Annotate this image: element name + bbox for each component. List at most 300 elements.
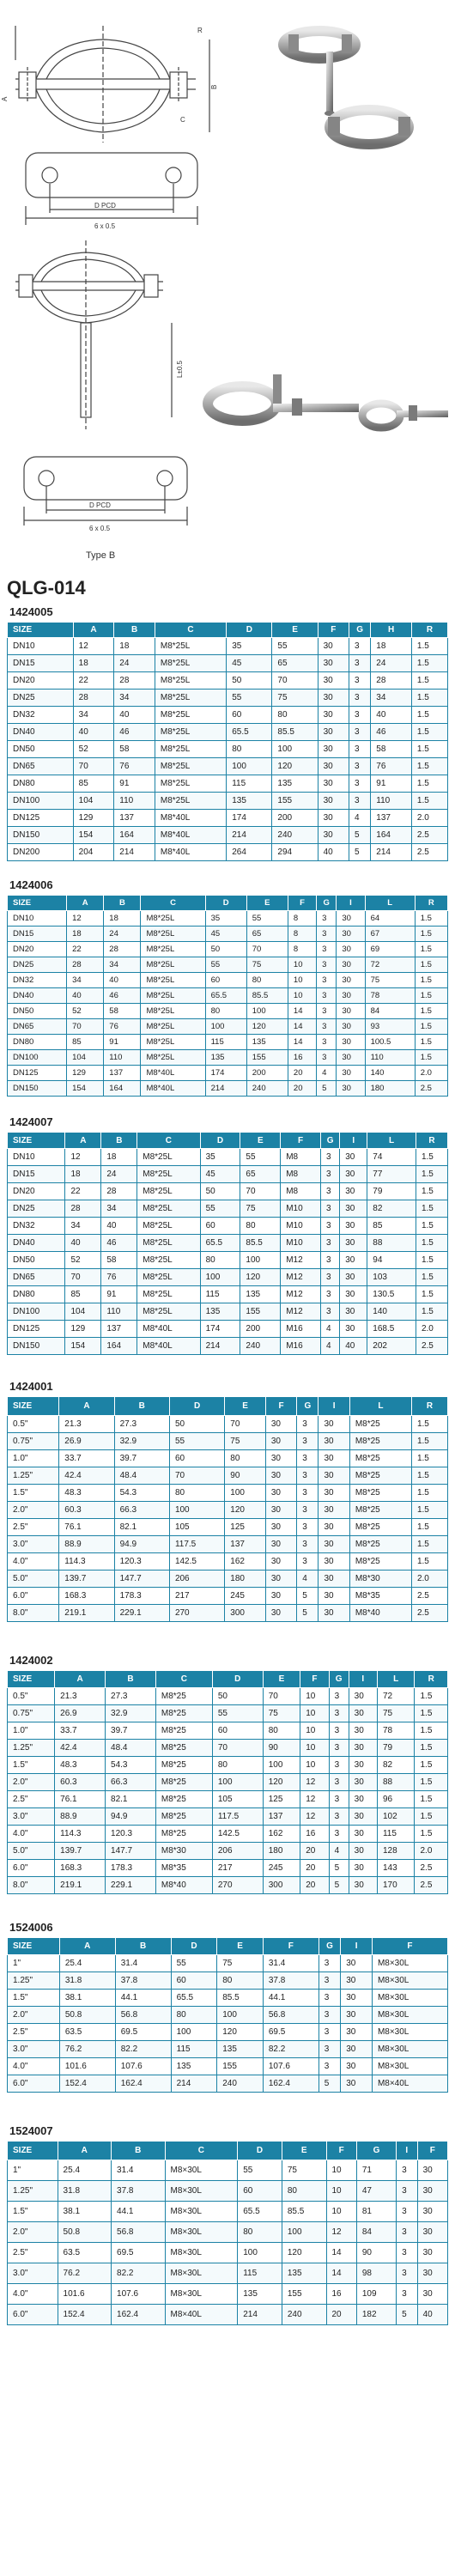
table-cell: 85.5	[246, 988, 288, 1004]
table-cell: DN50	[8, 741, 74, 758]
table-cell: 3	[317, 1035, 337, 1050]
table-cell: 37.8	[112, 2181, 165, 2202]
table-cell: DN50	[8, 1004, 67, 1019]
table-cell: M8*25L	[141, 988, 205, 1004]
table-cell: 137	[104, 1066, 141, 1081]
table-cell: 110	[101, 1303, 137, 1321]
table-cell: 14	[326, 2263, 356, 2284]
table-cell: M8×30L	[372, 1990, 447, 2007]
table-cell: M8×30L	[372, 2058, 447, 2075]
table-cell: 45	[205, 927, 246, 942]
table-cell: DN25	[8, 1200, 65, 1218]
table-cell: 3	[317, 1004, 337, 1019]
table-cell: 80	[282, 2181, 326, 2202]
table-cell: 76.1	[59, 1519, 114, 1536]
table-cell: 100	[272, 741, 318, 758]
table-cell: 30	[349, 1826, 377, 1843]
table-cell: 1.5	[415, 942, 447, 957]
table-cell: 40	[318, 844, 349, 861]
table-cell: 5	[317, 1081, 337, 1097]
table-cell: 5	[297, 1605, 318, 1622]
table-cell: 139.7	[59, 1571, 114, 1588]
table-cell: 140	[365, 1066, 415, 1081]
table-cell: 1.5	[411, 655, 447, 672]
table-cell: 30	[337, 1004, 365, 1019]
table-row	[8, 1791, 448, 1808]
table-cell: 24	[371, 655, 412, 672]
table-row	[8, 707, 448, 724]
table-cell: 20	[288, 1081, 316, 1097]
column-header: SIZE	[8, 1671, 55, 1688]
table-cell: 30	[349, 1722, 377, 1740]
table-cell: 45	[200, 1166, 240, 1183]
table-cell: M8×30L	[372, 2024, 447, 2041]
column-header: F	[318, 623, 349, 638]
table-cell: 100	[282, 2222, 326, 2243]
table-cell: 1"	[8, 2160, 58, 2181]
table-cell: 1.5	[411, 1467, 447, 1485]
table-cell: 229.1	[106, 1877, 156, 1894]
table-cell: M12	[281, 1269, 321, 1286]
table-cell: 2.5	[411, 844, 447, 861]
table-cell: 30	[265, 1433, 296, 1450]
table-cell: DN20	[8, 942, 67, 957]
table-cell: 214	[114, 844, 155, 861]
table-row	[8, 810, 448, 827]
table-cell: 80	[225, 1450, 266, 1467]
table-cell: 12	[73, 638, 114, 655]
part-code: 1424005	[9, 605, 53, 618]
table-cell: 128	[377, 1843, 415, 1860]
table-cell: 26.9	[59, 1433, 114, 1450]
table-cell: 3	[349, 724, 371, 741]
table-cell: 46	[371, 724, 412, 741]
type-b-photo-right	[362, 404, 448, 428]
table-cell: 5	[349, 844, 371, 861]
table-cell: 30	[337, 927, 365, 942]
table-cell: 125	[225, 1519, 266, 1536]
table-cell: 60.3	[59, 1502, 114, 1519]
table-cell: M10	[281, 1218, 321, 1235]
table-cell: M8	[281, 1149, 321, 1166]
table-cell: 4.0"	[8, 2284, 58, 2305]
table-cell: M8*30	[349, 1571, 411, 1588]
table-cell: M8*25L	[141, 973, 205, 988]
table-cell: 10	[300, 1740, 329, 1757]
table-cell: 1.5	[415, 1757, 448, 1774]
table-cell: 3	[317, 927, 337, 942]
table-cell: 77	[367, 1166, 416, 1183]
table-cell: 48.4	[106, 1740, 156, 1757]
table-cell: DN65	[8, 758, 74, 775]
table-header-row	[8, 1938, 448, 1955]
table-cell: 30	[341, 2075, 373, 2093]
table-cell: 174	[205, 1066, 246, 1081]
table-cell: 84	[356, 2222, 396, 2243]
table-cell: 37.8	[263, 1972, 318, 1990]
table-cell: 98	[356, 2263, 396, 2284]
table-cell: 3	[329, 1826, 349, 1843]
table-cell: 82.1	[114, 1519, 169, 1536]
table-cell: 162.4	[263, 2075, 318, 2093]
table-cell: M8×30L	[165, 2263, 238, 2284]
table-cell: 100	[169, 1502, 224, 1519]
table-cell: DN65	[8, 1019, 67, 1035]
table-cell: 37.8	[115, 1972, 171, 1990]
table-row	[8, 1433, 448, 1450]
table-cell: 3.0"	[8, 1536, 59, 1553]
table-row	[8, 1972, 448, 1990]
table-cell: 100	[227, 758, 272, 775]
table-cell: 3	[349, 775, 371, 793]
table-cell: 2.5	[411, 827, 447, 844]
table-cell: 30	[265, 1502, 296, 1519]
table-cell: 30	[417, 2222, 447, 2243]
column-header: R	[415, 1671, 448, 1688]
table-cell: 30	[318, 827, 349, 844]
table-cell: 30	[337, 942, 365, 957]
table-cell: 75	[225, 1433, 266, 1450]
table-cell: 3	[329, 1705, 349, 1722]
table-cell: 55	[272, 638, 318, 655]
table-cell: 168.3	[55, 1860, 106, 1877]
table-cell: 135	[217, 2041, 264, 2058]
table-cell: 120	[272, 758, 318, 775]
table-cell: 90	[356, 2243, 396, 2263]
table-cell: M8*25	[155, 1688, 212, 1705]
table-cell: 75	[365, 973, 415, 988]
table-cell: 202	[367, 1338, 416, 1355]
column-header: F	[265, 1397, 296, 1416]
table-cell: 3	[317, 1019, 337, 1035]
table-row	[8, 2041, 448, 2058]
table-cell: 129	[67, 1066, 104, 1081]
table-cell: 154	[73, 827, 114, 844]
table-cell: 30	[340, 1218, 367, 1235]
table-cell: 2.5	[411, 1588, 447, 1605]
spec-table	[7, 1670, 448, 1894]
table-cell: M8*25L	[141, 911, 205, 927]
table-header-row	[8, 896, 448, 911]
table-cell: 18	[65, 1166, 101, 1183]
table-cell: 67	[365, 927, 415, 942]
table-cell: M8*25L	[155, 775, 226, 793]
table-cell: 168.3	[59, 1588, 114, 1605]
table-cell: 16	[326, 2284, 356, 2305]
table-cell: 3	[318, 1972, 340, 1990]
table-cell: 162.4	[115, 2075, 171, 2093]
table-cell: M8*40L	[155, 810, 226, 827]
table-cell: 50	[200, 1183, 240, 1200]
spec-table	[7, 1132, 448, 1355]
table-cell: 85	[367, 1218, 416, 1235]
table-cell: M8*25L	[137, 1166, 200, 1183]
table-cell: 27.3	[114, 1416, 169, 1433]
table-cell: 30	[318, 1450, 349, 1467]
table-cell: 107.6	[112, 2284, 165, 2305]
table-cell: 155	[272, 793, 318, 810]
column-header: H	[371, 623, 412, 638]
table-row	[8, 2160, 448, 2181]
table-cell: 82	[377, 1757, 415, 1774]
table-cell: DN100	[8, 1303, 65, 1321]
table-cell: 178.3	[106, 1860, 156, 1877]
table-cell: 1.5	[411, 1519, 447, 1536]
table-cell: 1.5	[415, 1791, 448, 1808]
table-cell: 200	[240, 1321, 281, 1338]
table-cell: 50	[227, 672, 272, 690]
table-cell: 2.0"	[8, 2007, 60, 2024]
table-cell: 30	[340, 1286, 367, 1303]
table-cell: 3	[321, 1235, 340, 1252]
table-cell: 80	[217, 1972, 264, 1990]
table-cell: 142.5	[169, 1553, 224, 1571]
table-cell: M8*25	[349, 1467, 411, 1485]
column-header: G	[356, 2142, 396, 2160]
table-cell: 110	[371, 793, 412, 810]
table-cell: 120	[217, 2024, 264, 2041]
table-cell: 3	[317, 1050, 337, 1066]
table-row	[8, 1588, 448, 1605]
table-cell: 35	[200, 1149, 240, 1166]
table-cell: 40	[73, 724, 114, 741]
table-cell: 30	[341, 2058, 373, 2075]
table-cell: 31.8	[59, 1972, 115, 1990]
table-cell: 300	[225, 1605, 266, 1622]
table-cell: 1.5	[415, 1722, 448, 1740]
column-header: E	[246, 896, 288, 911]
table-cell: 30	[337, 957, 365, 973]
table-cell: 46	[101, 1235, 137, 1252]
table-cell: 12	[300, 1774, 329, 1791]
column-header: G	[349, 623, 371, 638]
table-cell: 18	[104, 911, 141, 927]
table-cell: 10	[288, 988, 316, 1004]
table-cell: 69.5	[115, 2024, 171, 2041]
table-cell: 30	[265, 1450, 296, 1467]
table-cell: M8*40L	[155, 844, 226, 861]
table-cell: 71	[356, 2160, 396, 2181]
column-header: B	[112, 2142, 165, 2160]
table-cell: 115	[238, 2263, 282, 2284]
table-cell: 91	[104, 1035, 141, 1050]
table-cell: 76	[114, 758, 155, 775]
table-row	[8, 1955, 448, 1972]
table-cell: 30	[340, 1149, 367, 1166]
table-cell: 6.0"	[8, 2305, 58, 2325]
table-cell: 103	[367, 1269, 416, 1286]
column-header: B	[101, 1133, 137, 1149]
table-cell: 40	[417, 2305, 447, 2325]
table-cell: 82.2	[263, 2041, 318, 2058]
table-cell: 32.9	[106, 1705, 156, 1722]
table-cell: 4	[349, 810, 371, 827]
column-header: C	[137, 1133, 200, 1149]
table-cell: 3	[329, 1757, 349, 1774]
table-cell: 31.4	[263, 1955, 318, 1972]
table-cell: 39.7	[114, 1450, 169, 1467]
table-cell: 6.0"	[8, 2075, 60, 2093]
table-cell: DN20	[8, 672, 74, 690]
table-cell: M8*25L	[155, 672, 226, 690]
column-header: E	[282, 2142, 326, 2160]
table-cell: 30	[265, 1485, 296, 1502]
table-row	[8, 942, 448, 957]
column-header: F	[372, 1938, 447, 1955]
table-cell: 88	[377, 1774, 415, 1791]
table-cell: 40	[371, 707, 412, 724]
table-cell: DN80	[8, 775, 74, 793]
table-cell: M8*40L	[141, 1066, 205, 1081]
table-cell: 30	[349, 1808, 377, 1826]
table-cell: 3.0"	[8, 2263, 58, 2284]
table-cell: 4.0"	[8, 1826, 55, 1843]
spec-table	[7, 895, 448, 1097]
table-cell: 1.5	[411, 1450, 447, 1467]
table-cell: M8*40L	[141, 1081, 205, 1097]
table-row	[8, 1774, 448, 1791]
table-cell: 4.0"	[8, 1553, 59, 1571]
table-cell: 104	[65, 1303, 101, 1321]
table-cell: 214	[227, 827, 272, 844]
spec-section-1524006	[7, 1920, 448, 2093]
table-cell: 3	[349, 707, 371, 724]
table-cell: 219.1	[55, 1877, 106, 1894]
table-cell: 3	[297, 1536, 318, 1553]
table-cell: M8*25L	[141, 1035, 205, 1050]
table-cell: 30	[349, 1757, 377, 1774]
table-cell: 30	[341, 2007, 373, 2024]
table-row	[8, 2243, 448, 2263]
table-cell: 5	[318, 2075, 340, 2093]
table-cell: DN80	[8, 1035, 67, 1050]
table-row	[8, 1990, 448, 2007]
table-cell: 30	[417, 2160, 447, 2181]
table-cell: 5	[349, 827, 371, 844]
table-cell: 115	[377, 1826, 415, 1843]
table-cell: 120	[225, 1502, 266, 1519]
table-cell: 1.5	[411, 1433, 447, 1450]
table-cell: 69.5	[263, 2024, 318, 2041]
table-cell: 1.5	[411, 1553, 447, 1571]
table-row	[8, 927, 448, 942]
table-cell: 3	[297, 1416, 318, 1433]
table-cell: 28	[67, 957, 104, 973]
table-cell: 18	[67, 927, 104, 942]
table-cell: 10	[326, 2160, 356, 2181]
table-cell: DN32	[8, 707, 74, 724]
table-cell: 82.2	[115, 2041, 171, 2058]
table-cell: 82	[367, 1200, 416, 1218]
table-cell: 1.5	[415, 1705, 448, 1722]
table-cell: 75	[282, 2160, 326, 2181]
table-cell: M8*25	[155, 1757, 212, 1774]
table-cell: M8*25L	[137, 1269, 200, 1286]
table-cell: M8	[281, 1183, 321, 1200]
table-cell: 75	[217, 1955, 264, 1972]
column-header: SIZE	[8, 1133, 65, 1149]
table-cell: M8×30L	[165, 2181, 238, 2202]
table-cell: 21.3	[59, 1416, 114, 1433]
table-cell: 74	[367, 1149, 416, 1166]
table-cell: 16	[300, 1826, 329, 1843]
table-cell: 1.5	[415, 1035, 447, 1050]
table-cell: 66.3	[106, 1774, 156, 1791]
table-row	[8, 638, 448, 655]
table-cell: 30	[265, 1571, 296, 1588]
table-row	[8, 2007, 448, 2024]
table-cell: 264	[227, 844, 272, 861]
column-header: R	[416, 1133, 447, 1149]
table-cell: 30	[265, 1536, 296, 1553]
table-cell: 100	[238, 2243, 282, 2263]
table-row	[8, 1571, 448, 1588]
table-cell: 154	[67, 1081, 104, 1097]
table-cell: 70	[263, 1688, 300, 1705]
table-cell: 1.5	[416, 1200, 447, 1218]
table-cell: 135	[272, 775, 318, 793]
type-b-label: Type B	[86, 550, 116, 561]
table-cell: M8*25L	[155, 724, 226, 741]
table-cell: 3	[329, 1808, 349, 1826]
table-cell: 75	[377, 1705, 415, 1722]
table-cell: DN20	[8, 1183, 65, 1200]
table-cell: 30	[318, 1588, 349, 1605]
table-cell: 70	[169, 1467, 224, 1485]
table-cell: 3	[321, 1252, 340, 1269]
column-header: A	[59, 1397, 114, 1416]
table-cell: M8*25	[155, 1774, 212, 1791]
table-cell: 80	[240, 1218, 281, 1235]
table-cell: 1.5"	[8, 1757, 55, 1774]
table-cell: 12	[65, 1149, 101, 1166]
spec-table	[7, 622, 448, 861]
table-cell: 140	[367, 1303, 416, 1321]
table-cell: 66.3	[114, 1502, 169, 1519]
table-cell: 2.5"	[8, 2243, 58, 2263]
table-cell: 80	[200, 1252, 240, 1269]
table-cell: 12	[326, 2222, 356, 2243]
table-cell: 115	[171, 2041, 217, 2058]
table-cell: 105	[212, 1791, 263, 1808]
table-cell: 101.6	[59, 2058, 115, 2075]
table-cell: 48.4	[114, 1467, 169, 1485]
table-cell: 147.7	[106, 1843, 156, 1860]
table-cell: 30	[341, 2041, 373, 2058]
table-cell: 35	[205, 911, 246, 927]
table-cell: 34	[101, 1200, 137, 1218]
table-cell: 1.0"	[8, 1722, 55, 1740]
table-cell: 88.9	[55, 1808, 106, 1826]
type-a-front-view	[15, 26, 209, 143]
table-cell: 1.5	[416, 1252, 447, 1269]
table-cell: 117.5	[212, 1808, 263, 1826]
table-cell: 125	[263, 1791, 300, 1808]
type-a-plan-view	[26, 153, 197, 225]
table-row	[8, 1235, 448, 1252]
table-cell: 147.7	[114, 1571, 169, 1588]
table-cell: 155	[240, 1303, 281, 1321]
table-cell: 8	[288, 911, 316, 927]
table-cell: DN100	[8, 793, 74, 810]
table-cell: 80	[212, 1757, 263, 1774]
table-cell: 60	[200, 1218, 240, 1235]
column-header: G	[329, 1671, 349, 1688]
table-cell: 12	[300, 1808, 329, 1826]
table-cell: 1.5	[415, 1688, 448, 1705]
table-cell: 52	[73, 741, 114, 758]
table-cell: 1.5	[415, 973, 447, 988]
